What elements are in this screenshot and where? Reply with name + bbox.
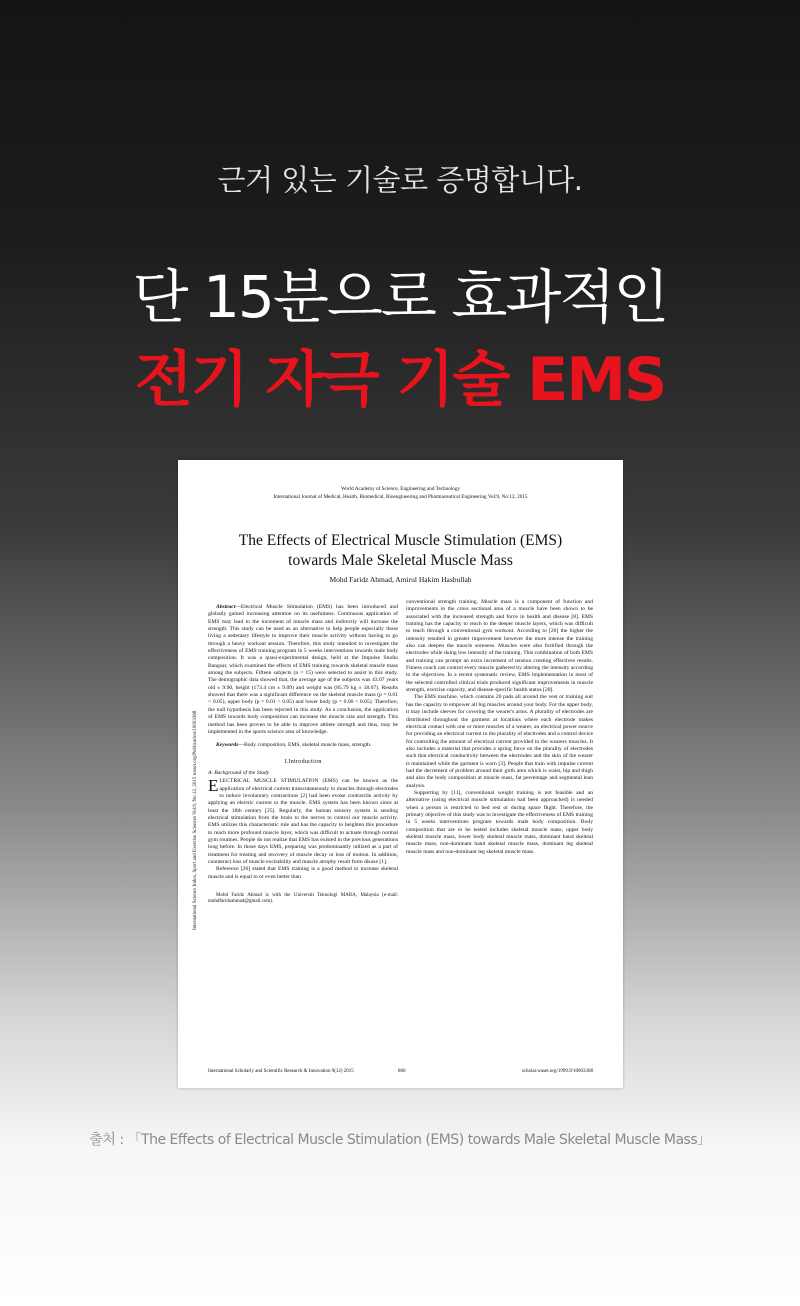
- journal-line1: World Academy of Science, Engineering and Technology: [340, 486, 461, 492]
- journal-line2: International Journal of Medical, Health, Biomedical, Bioengineering and Pharmaceutical Engineering Vol:9, No:12, 2015: [273, 494, 528, 500]
- source-caption: 출처 : 「The Effects of Electrical Muscle Stimulation (EMS) towards Male Skeletal Muscle Mass」: [89, 1132, 711, 1148]
- paper-image: [178, 460, 623, 1088]
- keywords-text: —Body composition, EMS, skeletal muscle mass, strength.: [238, 742, 372, 749]
- journal-header: [178, 485, 623, 501]
- sidebar-citation-text: International Science Index, Sport and Exercise Sciences Vol:9, No:12, 2015 waset.org/Publication/10003368: [193, 710, 198, 930]
- keywords: [208, 742, 398, 749]
- intro-paragraph-2: Reference [26] stated that EMS training is a good method to increase skeletal muscle and is equal to or even better than: [208, 866, 398, 880]
- paper-page-number: 860: [398, 1069, 406, 1074]
- paper-title-line1: The Effects of Electrical Muscle Stimulation (EMS): [238, 532, 563, 549]
- right-paragraph-1: conventional strength training. Muscle mass is a component of function and improvements in the cross sectional area of a muscle have been shown to be associated with the increased strength and force in health and disease [8]. EMS training has the capacity to reach to the deeper muscle layers, which was difficult to reach through a conventional gym workout. According to [26] the higher the intensity resulted in greater improvement however the more intense the training also can deepen the muscle soreness. Muscles were also fortified through the electrodes while doing low intensity of the training. This combination of both EMS and training can prompt an extra increment of tension creating effectives results. Fitness coach can control every muscle gathered by altering the intensity according to the objectives. In a recent systematic review, EMS implementation in most of the selected controlled clinical trials produced significant improvements in muscle strength, exercise capacity, and disease-specific health status [20].: [406, 599, 593, 694]
- abstract-text: —Electrical Muscle Stimulation (EMS) has been introduced and globally gained increasing attention on its usefulness. Continuous application of EMS may lead to the increment of muscle mass and indirectly will increase the strength. This study can be used as an alternative to help people especially those living a sedentary lifestyle to improve their muscle activity without having to go through a heavy workout session. Therefore, this study intended to investigate the effectiveness of EMS training program in 5 weeks interventions towards male body composition. It was a quasi-experimental design, held at the Impulse Studio Bangsar, which examined the effects of EMS training towards skeletal muscle mass among the subjects. Fifteen subjects (n = 15) were selected to assist in this study. The demographic data showed that, the average age of the subjects was 43.07 years old ± 9.90, height (173.4 cm ± 9.09) and weight was (85.79 kg ± 18.07). Results showed that there was a significant difference on the skeletal muscle mass (p = 0.01 < 0.05), upper body (p = 0.01 < 0.05) and lower body (p = 0.00 < 0.05). Therefore, the null hypothesis has been rejected in this study. As a conclusion, the application of EMS towards body composition can increase the muscle size and strength. This method has been proven to be able to improve athlete strength and thus, may be implemented in the sports science area of knowledge.: [208, 604, 398, 735]
- subsection-title: A. Background of the Study: [208, 769, 270, 776]
- dropcap: E: [208, 776, 219, 796]
- abstract: [208, 604, 398, 736]
- paper-title: [178, 531, 623, 571]
- footnote: Mohd Faridz Ahmad is with the Universiti Teknologi MARA, Malaysia (e-mail: mohdfaridzahmad@gmail.com).: [208, 893, 398, 905]
- paper-title-line2: towards Male Skeletal Muscle Mass: [288, 552, 513, 569]
- paper-footer-left: International Scholarly and Scientific Research & Innovation 9(12) 2015: [208, 1069, 354, 1074]
- headline-line1: 단 15분으로 효과적인: [132, 263, 668, 331]
- right-paragraph-3: Supporting by [11], conventional weight training is not feasible and an alternative (using electrical muscle stimulation had been approached) is needed when a person is restricted to bed rest or during space flight. Therefore, the primary objective of this study was to investigate the effectiveness of EMS training in 5 weeks interventions program towards male body composition. Body composition that are to be tested includes skeletal muscle mass, upper body skeletal muscle mass, lower body skeletal muscle mass, dominant hand skeletal muscle mass, non-dominant hand skeletal muscle mass, dominant leg skeletal muscle mass and non-dominant leg skeletal muscle mass.: [406, 789, 593, 855]
- intro-paragraph-1: [208, 778, 398, 866]
- keywords-label: Keywords: [216, 742, 239, 749]
- paper-footer-right: scholar.waset.org/1999.9/10003368: [521, 1069, 593, 1074]
- tagline: 근거 있는 기술로 증명합니다.: [217, 163, 583, 197]
- sidebar-citation: [193, 600, 201, 930]
- right-column: [406, 599, 593, 856]
- section-title: I.Introduction: [284, 758, 322, 765]
- intro-p1-text: LECTRICAL MUSCLE STIMULATION (EMS) can be known as the application of electrical current transcutaneously to muscles through electrodes to induce involuntary contractions [2] had been evoke contractile activity by applying an electric current to the muscle. EMS system has been known since at least the 18th century [25]. Regularly, the human sensory system is sending electrical stimulation from the brain to the nerves to control our muscle activity. EMS utilizes this characteristic rule and has the capacity to heighten this procedure to reach more profound muscle layer, which was difficult to actuate through normal gym routines. People do not realize that EMS has existed in the previous generations long before. In those days EMS, preparing was predominantly utilized as a part of treatment for treating and recovery of muscle decay or loss of motion. In addition, counteract loss of muscle excitability and muscle atrophy result from disuse [1].: [208, 778, 398, 865]
- right-paragraph-2: The EMS machine, which contains 20 pads all around the vest or training suit has the capacity to empower all big muscles around your body. For the upper body, it may include sleeves for covering the wearer's arms. A plurality of electrodes are distributed throughout the garment at locations where each electrode makes electrical contact with one or more muscles of a wearer, an electrical power source for providing an electrical current to the plurality of electrodes and a control device for controlling the amount of electrical current provided to the wearers muscles. It also includes a material that provides a spring force on the plurality of electrodes such that electrical conductivity between the electrodes and the skin of the wearer is maintained while the garment is worn [3]. People that train with impulse current had the decrement of problem around their girth area which is waist, hip and thigh and also the body composition at muscle mass, fat percentage and segmental lean analysis.: [406, 694, 593, 789]
- left-column: [208, 604, 398, 906]
- abstract-label: Abstract: [216, 604, 236, 610]
- paper-authors: Mohd Faridz Ahmad, Amirul Hakim Hasbullah: [329, 575, 472, 584]
- headline-line2: 전기 자극 기술 EMS: [134, 345, 666, 415]
